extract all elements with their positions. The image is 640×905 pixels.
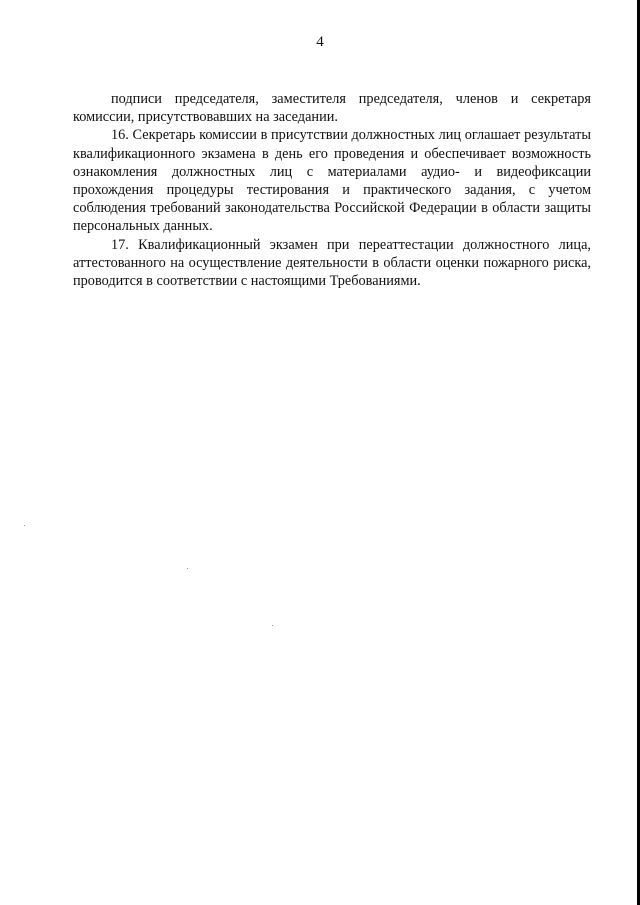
scan-speck — [187, 568, 188, 569]
scan-speck — [24, 525, 25, 526]
paragraph-17: 17. Квалификационный экзамен при переаттестации должностного лица, аттестованного на осуществление деятельности в области оценки пожарного риска, проводится в соответствии с настоящими Требованиями. — [73, 236, 591, 290]
document-body — [73, 90, 591, 290]
paragraph-continuation: подписи председателя, заместителя председателя, членов и секретаря комиссии, присутствовавших на заседании. — [73, 91, 591, 126]
paragraph-16: 16. Секретарь комиссии в присутствии должностных лиц оглашает результаты квалификационного экзамена в день его проведения и обеспечивает возможность ознакомления должностных лиц с материалами аудио- и видеофиксации прохождения процедуры тестирования и практического задания, с учетом соблюдения требований законодательства Российской Федерации в области защиты персональных данных. — [73, 127, 591, 235]
scan-speck — [272, 625, 273, 626]
page-number: 4 — [316, 34, 324, 50]
